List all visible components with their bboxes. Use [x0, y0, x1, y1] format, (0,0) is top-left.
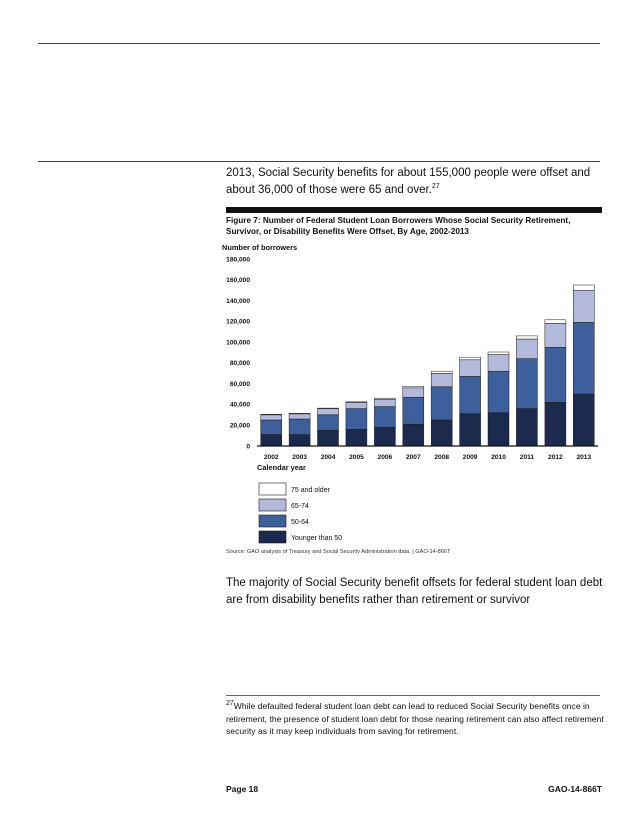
bar-segment — [545, 323, 566, 347]
x-tick-label: 2007 — [405, 454, 421, 461]
bar-segment — [403, 386, 424, 388]
bar-segment — [431, 371, 452, 373]
legend-swatch — [259, 531, 286, 543]
footnote — [226, 700, 606, 738]
bar-segment — [289, 413, 310, 414]
bar-segment — [289, 435, 310, 446]
intro-text: 2013, Social Security benefits for about 155,000 people were offset and about 36,000 of those were 65 and over. — [226, 167, 591, 196]
y-tick-label: 80,000 — [229, 360, 250, 368]
x-tick-label: 2006 — [377, 454, 393, 461]
legend-swatch — [259, 483, 286, 495]
bar-segment — [346, 409, 367, 430]
page-number: Page 18 — [226, 784, 259, 794]
bar-segment — [374, 399, 395, 406]
x-tick-label: 2004 — [320, 454, 336, 461]
x-tick-label: 2005 — [349, 454, 364, 461]
bar-segment — [573, 322, 594, 394]
bar-segment — [460, 360, 481, 377]
y-tick-label: 140,000 — [226, 297, 250, 305]
bar-segment — [431, 387, 452, 420]
legend-swatch — [259, 499, 286, 511]
footnote-text: While defaulted federal student loan debt can lead to reduced Social Security benefits once in retirement, the presence of student loan debt for those nearing retirement can also affect retirement security as it may keep individuals from saving for retirement. — [226, 701, 604, 736]
bar-segment — [488, 413, 509, 446]
bar-segment — [573, 290, 594, 322]
legend-label: Younger than 50 — [291, 535, 343, 542]
footnote-reference[interactable]: 27 — [431, 183, 440, 191]
legend-label: 65-74 — [291, 503, 309, 510]
bar-segment — [374, 398, 395, 399]
x-tick-label: 2008 — [434, 454, 450, 461]
x-tick-label: 2009 — [462, 454, 478, 461]
bar-segment — [403, 397, 424, 424]
bar-segment — [545, 402, 566, 446]
bar-segment — [573, 285, 594, 290]
bar-segment — [346, 402, 367, 403]
x-tick-label: 2011 — [519, 454, 535, 461]
bar-segment — [460, 357, 481, 360]
figure-title: Figure 7: Number of Federal Student Loan Borrowers Whose Social Security Retirement, Survivor, or Disability Benefits Were Offset, By Age, 2002-2013 — [226, 216, 571, 236]
bar-segment — [516, 359, 537, 409]
bar-segment — [460, 414, 481, 446]
bar-segment — [545, 347, 566, 402]
y-tick-label: 100,000 — [226, 339, 250, 347]
x-axis-label: Calendar year — [257, 463, 306, 472]
y-tick-label: 120,000 — [226, 318, 250, 326]
bar-segment — [545, 320, 566, 324]
y-tick-label: 180,000 — [226, 256, 250, 264]
bar-segment — [318, 430, 339, 446]
legend-label: 50-64 — [291, 519, 309, 526]
legend-label: 75 and older — [291, 487, 330, 494]
bar-segment — [431, 373, 452, 387]
bar-segment — [346, 402, 367, 408]
x-tick-label: 2002 — [263, 454, 279, 461]
bar-segment — [318, 409, 339, 415]
bar-segment — [573, 394, 594, 446]
y-axis-label: Number of borrowers — [222, 243, 298, 252]
y-tick-label: 0 — [246, 443, 250, 451]
bar-segment — [516, 409, 537, 446]
report-number: GAO-14-866T — [548, 784, 602, 794]
footnote-rule — [226, 695, 600, 696]
y-tick-label: 40,000 — [229, 401, 250, 409]
x-tick-label: 2010 — [491, 454, 506, 461]
bar-segment — [516, 336, 537, 339]
bar-segment — [261, 435, 282, 446]
footnote-number: 27 — [226, 700, 234, 708]
bar-segment — [318, 408, 339, 409]
bar-segment — [318, 415, 339, 431]
bar-segment — [516, 339, 537, 359]
figure-source: Source: GAO analysis of Treasury and Social Security Administration data. | GAO-14-866T — [226, 549, 451, 555]
bar-segment — [403, 424, 424, 446]
bar-segment — [431, 420, 452, 446]
bar-segment — [488, 352, 509, 355]
bar-segment — [261, 414, 282, 415]
bar-segment — [289, 414, 310, 419]
bar-segment — [374, 427, 395, 446]
bar-segment — [346, 429, 367, 446]
y-tick-label: 160,000 — [226, 277, 250, 285]
y-tick-label: 20,000 — [229, 422, 250, 430]
body-paragraph: The majority of Social Security benefit offsets for federal student loan debt are from disability benefits rather than retirement or survivor — [226, 577, 603, 606]
bar-segment — [460, 376, 481, 413]
bar-segment — [289, 419, 310, 435]
bar-segment — [261, 415, 282, 420]
legend-swatch — [259, 515, 286, 527]
bar-segment — [261, 420, 282, 435]
x-tick-label: 2013 — [576, 454, 592, 461]
x-tick-label: 2003 — [292, 454, 307, 461]
x-tick-label: 2012 — [548, 454, 563, 461]
y-tick-label: 60,000 — [229, 380, 250, 388]
bar-segment — [374, 407, 395, 428]
bar-segment — [403, 388, 424, 397]
bar-segment — [488, 355, 509, 372]
bar-segment — [488, 371, 509, 413]
